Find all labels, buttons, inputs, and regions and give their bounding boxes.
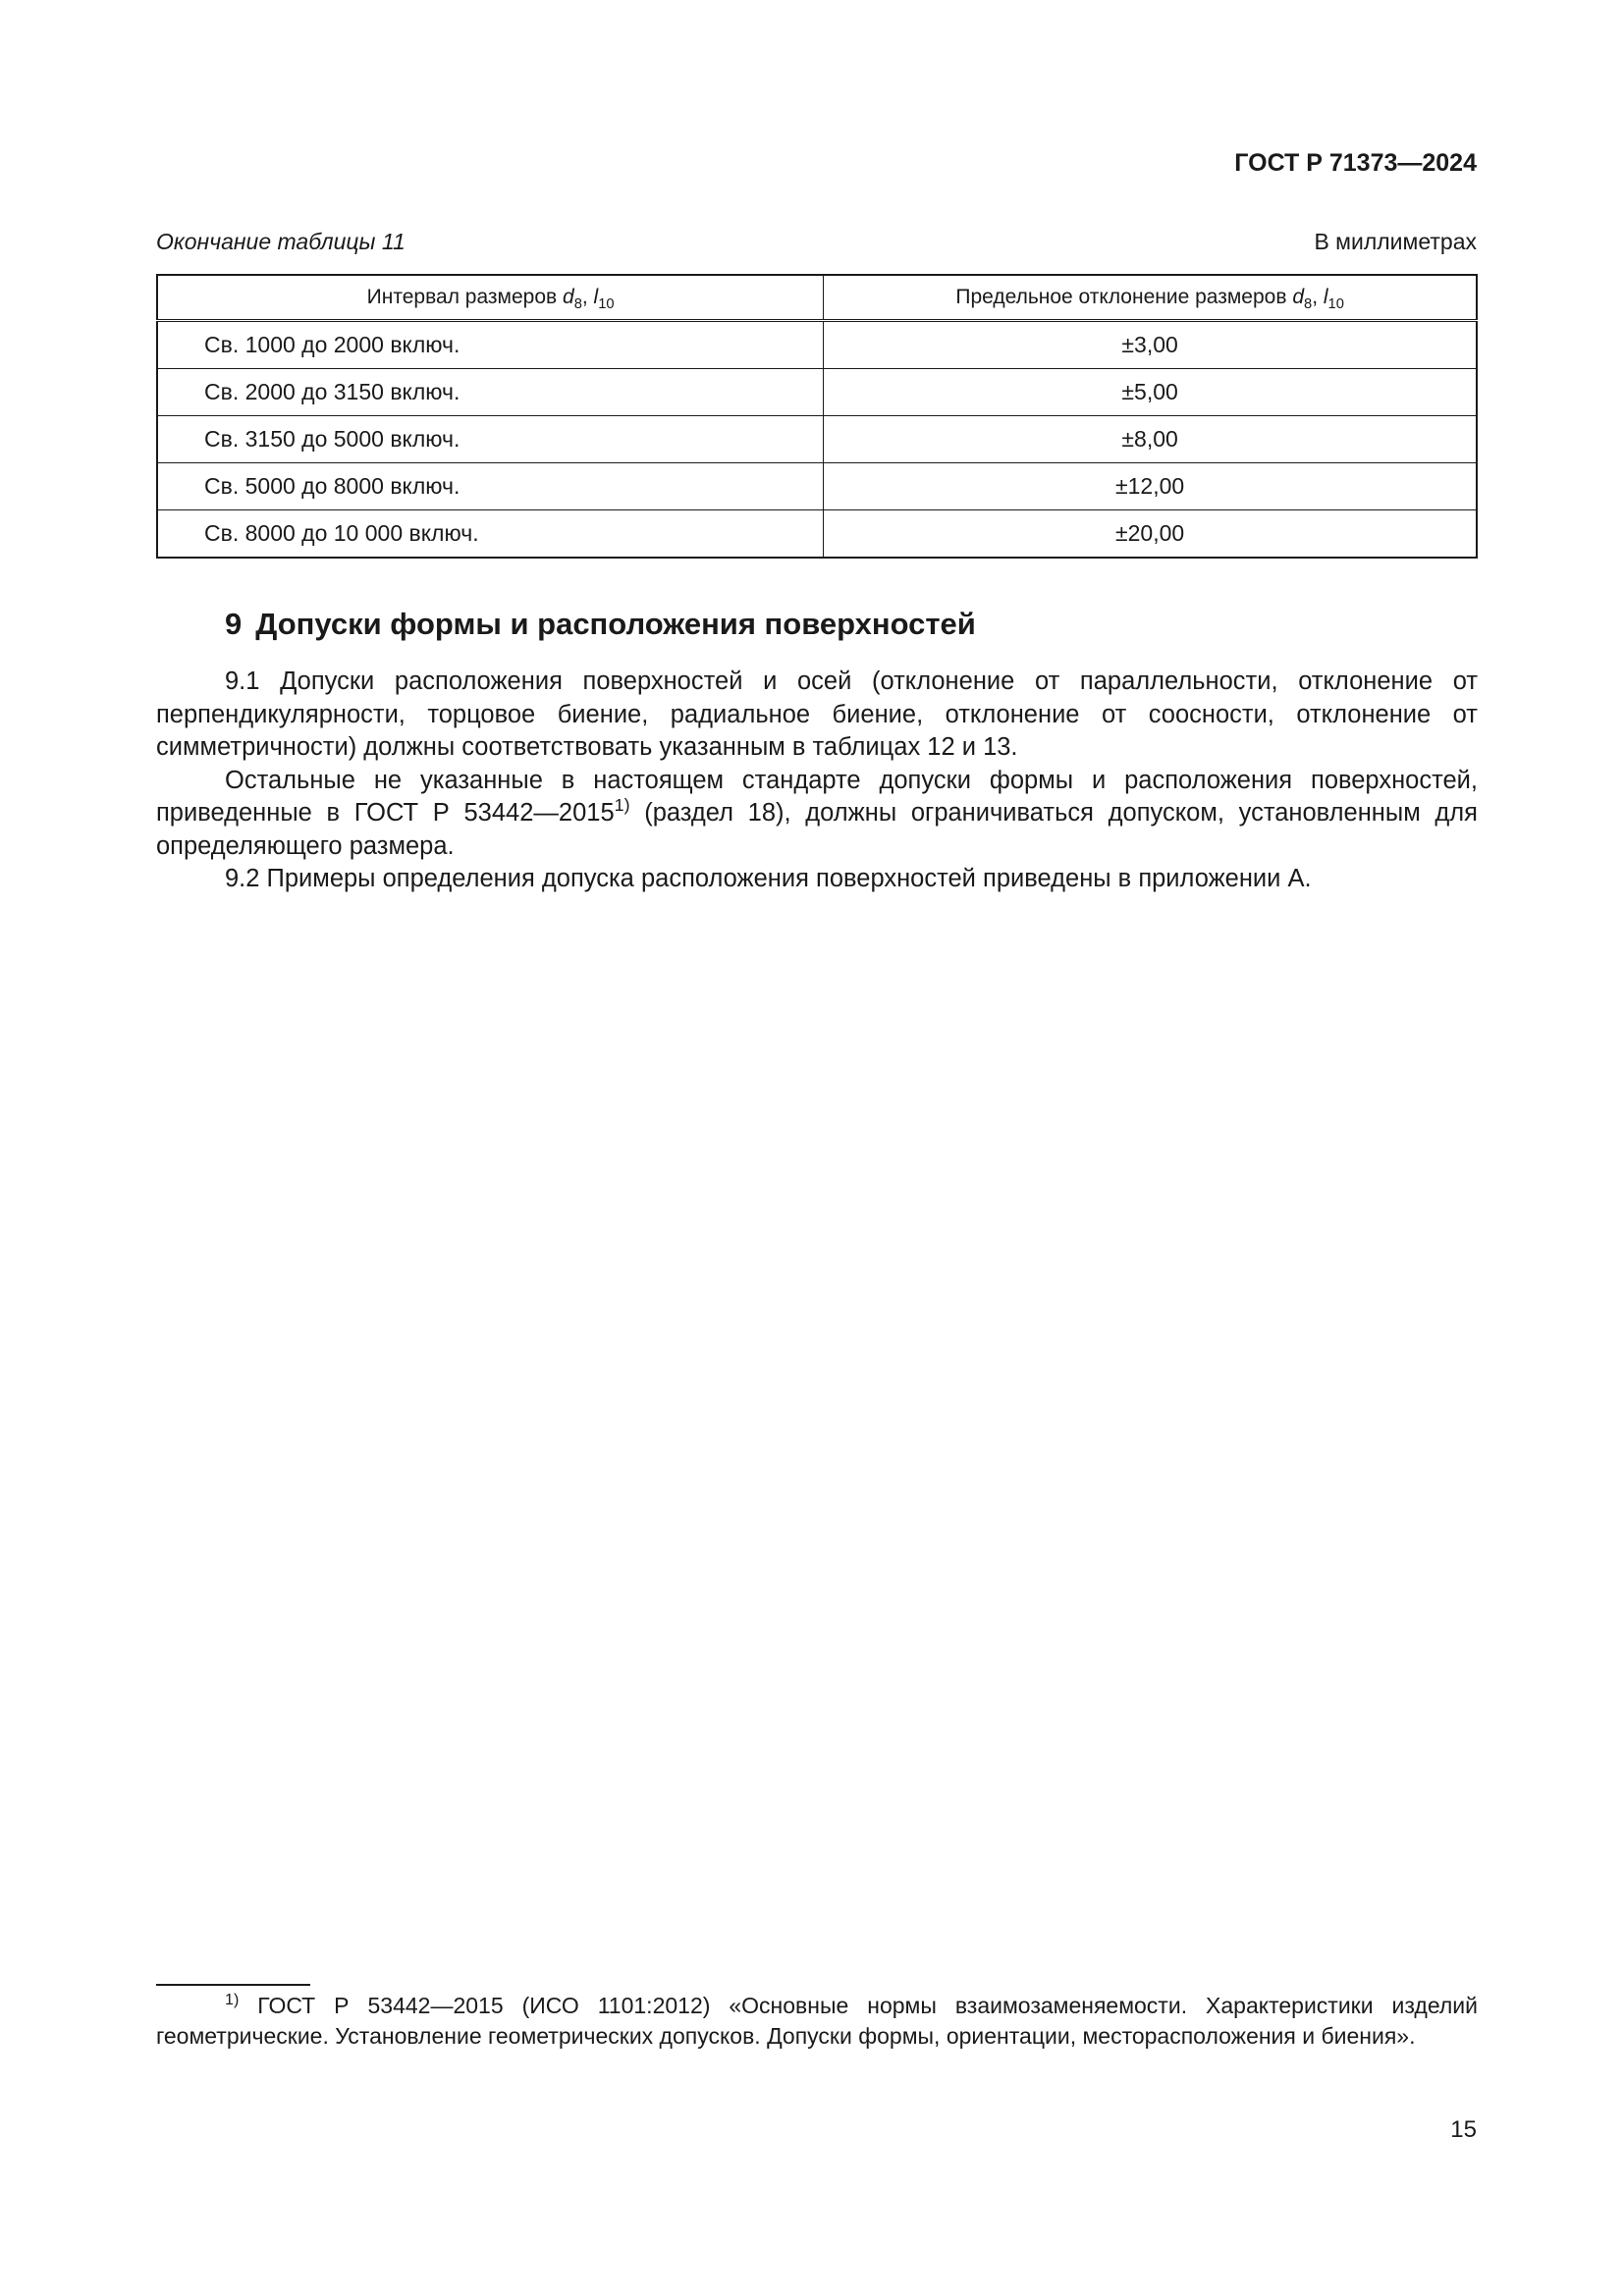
footnote-text: ГОСТ Р 53442—2015 (ИСО 1101:2012) «Основные нормы взаимозаменяемости. Характеристики изделий геометрические. Установление геометрических допусков. Допуски формы, ориентации, месторасположения и биения».: [156, 1993, 1478, 2049]
interval-cell: Св. 3150 до 5000 включ.: [157, 416, 824, 463]
subscript: 10: [598, 296, 615, 313]
subscript: 8: [573, 296, 582, 313]
paragraph-text: (раздел 18), должны ограничиваться допуском, установленным для определяющего размера.: [156, 799, 1478, 860]
deviation-cell: ±8,00: [824, 416, 1477, 463]
footnote-divider: [156, 1984, 310, 1986]
table-header-row: [157, 275, 1477, 321]
paragraph-9-2: 9.2 Примеры определения допуска расположения поверхностей приведены в приложении А.: [225, 865, 1312, 892]
document-code: ГОСТ Р 71373—2024: [1234, 149, 1477, 177]
section-number: 9: [225, 607, 243, 641]
column-header-label: Интервал размеров: [366, 286, 563, 308]
variable-l: l: [1323, 286, 1328, 308]
interval-cell: Св. 1000 до 2000 включ.: [157, 321, 824, 369]
interval-cell: Св. 2000 до 3150 включ.: [157, 369, 824, 416]
tolerance-table: [156, 274, 1478, 559]
column-header-interval: [157, 275, 824, 321]
deviation-cell: ±12,00: [824, 463, 1477, 510]
table-units: В миллиметрах: [1314, 229, 1477, 254]
deviation-cell: ±3,00: [824, 321, 1477, 369]
paragraph-9-1: 9.1 Допуски расположения поверхностей и осей (отклонение от параллельности, отклонение от перпендикулярности, торцовое биение, радиальное биение, отклонение от соосности, отклонение от симметричности) должны соответствовать указанным в таблицах 12 и 13.: [156, 667, 1478, 761]
table-row: [157, 321, 1477, 369]
interval-cell: Св. 5000 до 8000 включ.: [157, 463, 824, 510]
subscript: 10: [1327, 296, 1344, 313]
section-title: Допуски формы и расположения поверхностей: [255, 607, 976, 641]
separator: ,: [1312, 286, 1324, 308]
footnote-marker: 1): [225, 1991, 240, 2009]
deviation-cell: ±20,00: [824, 510, 1477, 559]
table-caption: Окончание таблицы 11: [156, 229, 406, 254]
variable-l: l: [593, 286, 599, 308]
paragraph-other-tolerances: [156, 765, 1478, 864]
paragraph-text: Остальные не указанные в настоящем стандарте допуски формы и расположения поверхностей, приведенные в ГОСТ Р 53442—2015: [156, 766, 1478, 827]
section-heading: [225, 607, 976, 642]
table-row: [157, 416, 1477, 463]
table-row: [157, 510, 1477, 559]
footnote-reference[interactable]: 1): [614, 795, 630, 816]
column-header-deviation: [824, 275, 1477, 321]
table-row: [157, 463, 1477, 510]
subscript: 8: [1304, 296, 1313, 313]
footnote: [156, 1991, 1478, 2052]
separator: ,: [581, 286, 594, 308]
interval-cell: Св. 8000 до 10 000 включ.: [157, 510, 824, 559]
variable-d: d: [1292, 286, 1305, 308]
deviation-cell: ±5,00: [824, 369, 1477, 416]
column-header-label: Предельное отклонение размеров: [955, 286, 1293, 308]
table-row: [157, 369, 1477, 416]
variable-d: d: [563, 286, 574, 308]
page-number: 15: [1450, 2116, 1477, 2143]
section-body: [156, 666, 1478, 896]
